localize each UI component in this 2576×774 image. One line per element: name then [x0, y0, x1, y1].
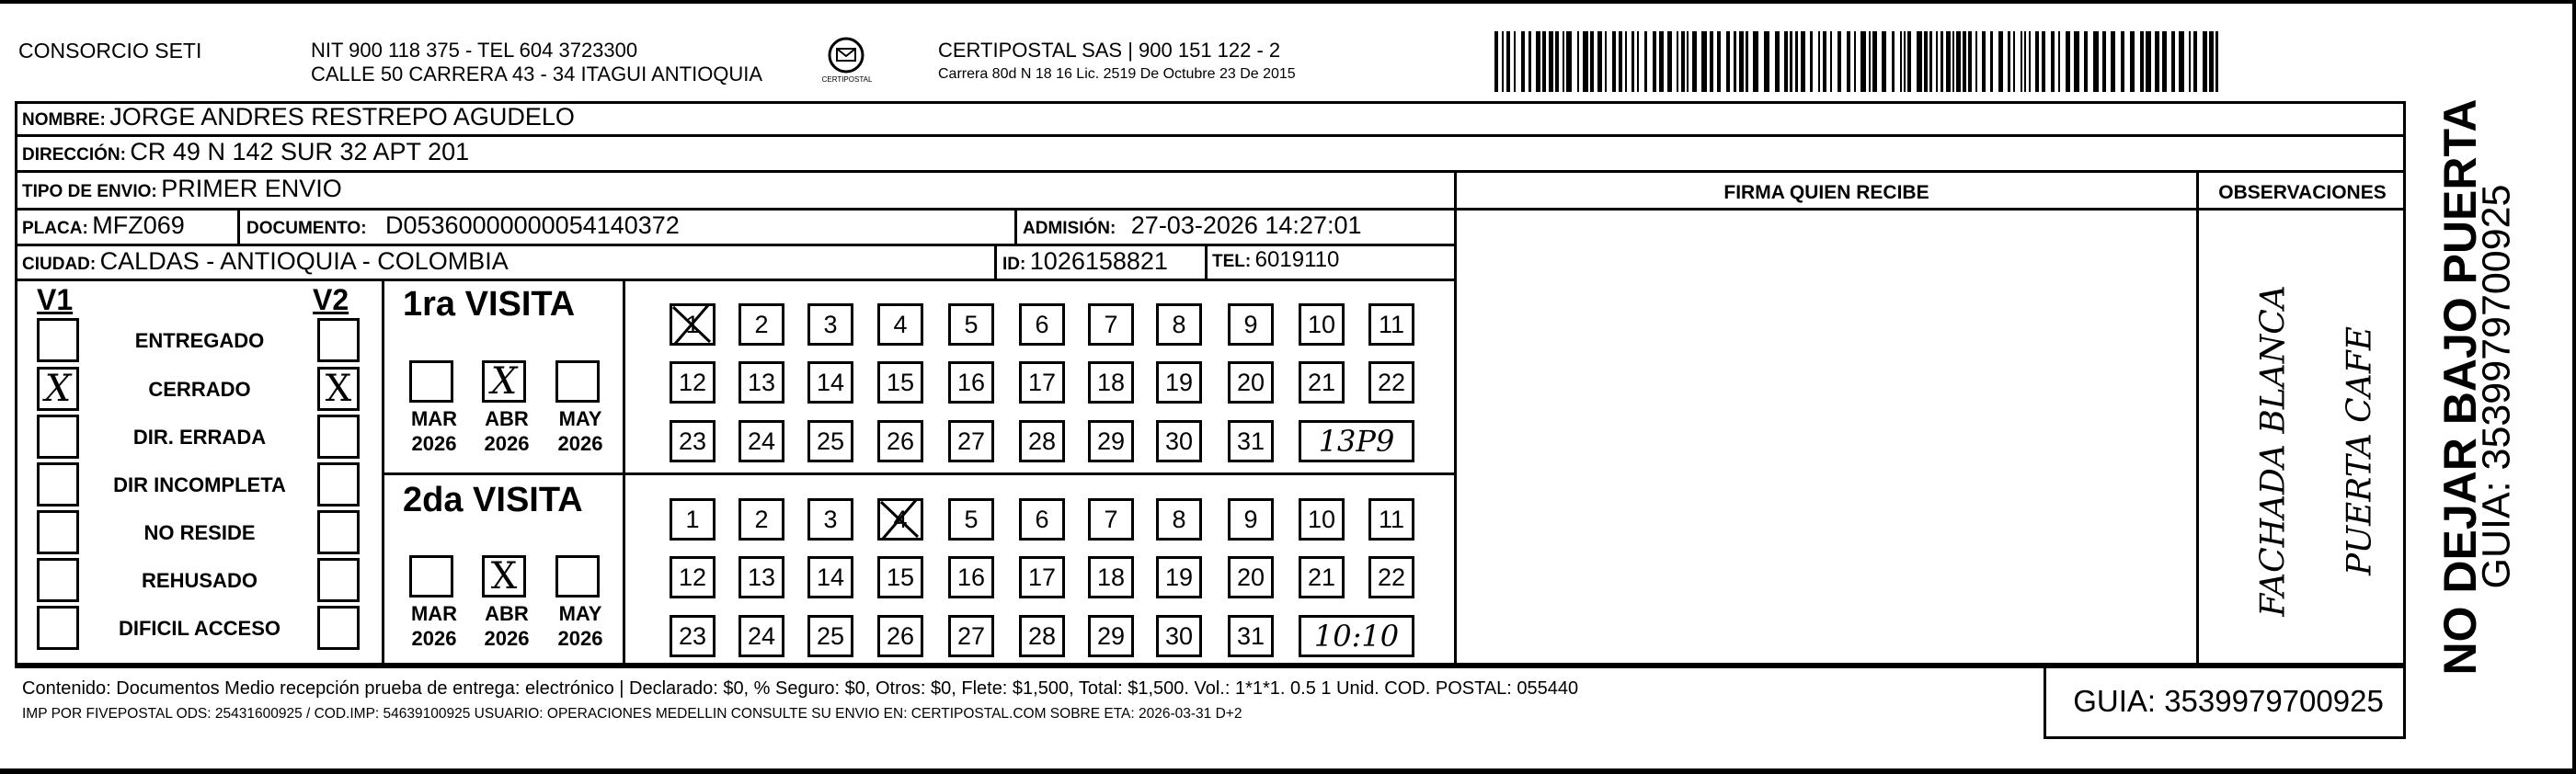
day-box[interactable]: 24 [738, 615, 784, 657]
v1-label: V1 [37, 283, 74, 316]
tipo-row [22, 175, 342, 203]
day-box[interactable]: 6 [1019, 498, 1065, 541]
status-v1-checkbox[interactable] [37, 510, 79, 554]
month-mark [412, 363, 451, 400]
month-year: 2026 [411, 432, 457, 455]
admision-label: ADMISIÓN: [1023, 219, 1116, 238]
status-v1-checkbox[interactable] [37, 462, 79, 507]
day-box[interactable]: 3 [807, 498, 853, 541]
month-name: ABR [485, 407, 529, 430]
day-box[interactable]: 19 [1156, 361, 1202, 404]
month-name: ABR [485, 602, 529, 625]
day-box[interactable]: 23 [670, 615, 716, 657]
status-v2-mark: X [325, 368, 352, 410]
status-v1-mark [40, 465, 76, 504]
ciudad-label: CIUDAD: [22, 255, 97, 274]
status-v1-mark [40, 609, 76, 647]
status-v2-mark [320, 609, 357, 647]
day-box[interactable]: 5 [948, 303, 994, 346]
ciudad-cell [22, 247, 509, 276]
day-box[interactable]: 13 [738, 361, 784, 404]
day-box[interactable]: 16 [948, 556, 994, 598]
day-box[interactable]: 5 [948, 498, 994, 541]
tipo-label: TIPO DE ENVIO: [22, 182, 157, 201]
month-name: MAY [558, 407, 602, 430]
footer-guia: GUIA: 3539979700925 [2073, 684, 2384, 718]
certipostal-logo [819, 35, 874, 88]
month-label [402, 406, 466, 456]
status-v1-mark [40, 321, 76, 359]
footer-line-1: Contenido: Documentos Medio recepción prueba de entrega: electrónico | Declarado: $0, % Seguro: $0, Otros: $0, Flete: $1,500, Total: $1,500. Vol.: 1*1*1. 0.5 1 Unid. COD. POSTAL: 055440 [22, 678, 1579, 699]
tel-value: 6019110 [1254, 247, 1340, 272]
day-box[interactable]: 25 [807, 615, 853, 657]
month-year: 2026 [484, 627, 530, 650]
nombre-label: NOMBRE: [22, 110, 106, 130]
observaciones-note-2: FACHADA BLANCA [2254, 285, 2293, 617]
day-box[interactable]: 2 [738, 303, 784, 346]
company-name: CONSORCIO SETI [18, 39, 202, 63]
day-box[interactable]: 22 [1368, 556, 1414, 598]
month-name: MAR [410, 602, 458, 625]
side-warning: NO DEJAR BAJO PUERTA [2434, 98, 2486, 676]
status-v1-checkbox[interactable] [37, 558, 79, 602]
day-box[interactable]: 26 [877, 615, 923, 657]
nombre-row [22, 103, 575, 131]
license-line: Carrera 80d N 18 16 Lic. 2519 De Octubre 23 De 2015 [938, 66, 1296, 82]
tel-cell [1212, 247, 1339, 273]
month-checkbox[interactable] [409, 360, 453, 403]
placa-label: PLACA: [22, 219, 88, 238]
day-box[interactable]: 18 [1088, 361, 1134, 404]
day-box[interactable]: 20 [1228, 361, 1274, 404]
month-label [475, 601, 539, 651]
month-year: 2026 [484, 432, 530, 455]
day-box[interactable]: 30 [1156, 615, 1202, 657]
day-box[interactable]: 30 [1156, 420, 1202, 462]
day-box[interactable]: 24 [738, 420, 784, 462]
tipo-value: PRIMER ENVIO [161, 175, 342, 202]
day-box[interactable]: 8 [1156, 303, 1202, 346]
visit-time-box[interactable]: 13P9 [1299, 420, 1414, 462]
day-box[interactable]: 11 [1368, 498, 1414, 541]
day-box[interactable]: 20 [1228, 556, 1274, 598]
status-v1-checkbox[interactable] [37, 367, 79, 411]
status-v2-mark [320, 465, 357, 504]
status-v2-checkbox[interactable] [317, 606, 360, 650]
logo-caption: CERTIPOSTAL [821, 75, 873, 84]
id-value: 1026158821 [1029, 247, 1168, 275]
placa-value: MFZ069 [92, 211, 185, 239]
tel-label: TEL: [1212, 252, 1252, 271]
placa-cell [22, 211, 185, 240]
day-box[interactable]: 22 [1368, 361, 1414, 404]
day-box[interactable]: 9 [1228, 303, 1274, 346]
month-year: 2026 [557, 627, 603, 650]
day-box[interactable]: 14 [807, 556, 853, 598]
month-mark [558, 558, 597, 595]
admision-value: 27-03-2026 14:27:01 [1130, 211, 1362, 239]
day-box[interactable]: 15 [877, 361, 923, 404]
status-v1-checkbox[interactable] [37, 415, 79, 459]
status-v2-mark [320, 561, 357, 599]
visit2-title: 2da VISITA [403, 481, 583, 519]
month-name: MAR [410, 407, 458, 430]
day-box[interactable]: 19 [1156, 556, 1202, 598]
certipostal-line: CERTIPOSTAL SAS | 900 151 122 - 2 [938, 39, 1281, 62]
day-box[interactable]: 27 [948, 615, 994, 657]
barcode [1494, 31, 2226, 92]
status-label: DIR INCOMPLETA [113, 473, 286, 496]
day-box[interactable]: 6 [1019, 303, 1065, 346]
day-box[interactable]: 13 [738, 556, 784, 598]
day-box[interactable]: 2 [738, 498, 784, 541]
firma-label: FIRMA QUIEN RECIBE [1723, 182, 1929, 203]
direccion-value: CR 49 N 142 SUR 32 APT 201 [130, 138, 470, 165]
v2-label: V2 [313, 283, 349, 316]
day-box[interactable]: 26 [877, 420, 923, 462]
day-box[interactable]: 11 [1368, 303, 1414, 346]
month-mark: X [490, 360, 518, 403]
visit1-title: 1ra VISITA [403, 285, 576, 324]
status-label: DIFICIL ACCESO [118, 617, 280, 640]
month-checkbox[interactable] [555, 555, 600, 598]
day-box[interactable]: 8 [1156, 498, 1202, 541]
month-checkbox[interactable] [409, 555, 453, 598]
month-label [402, 601, 466, 651]
day-box[interactable]: 29 [1088, 615, 1134, 657]
status-label: REHUSADO [142, 569, 258, 592]
month-label [548, 601, 613, 651]
status-v1-checkbox[interactable] [37, 318, 79, 362]
day-box[interactable]: 28 [1019, 420, 1065, 462]
status-label: CERRADO [148, 378, 251, 401]
observaciones-label: OBSERVACIONES [2218, 182, 2387, 203]
day-box[interactable]: 14 [807, 361, 853, 404]
status-v2-checkbox[interactable] [317, 318, 360, 362]
day-box[interactable]: 31 [1228, 615, 1274, 657]
day-box[interactable]: 4 [877, 303, 923, 346]
status-v1-mark [40, 513, 76, 552]
month-checkbox[interactable] [482, 360, 526, 403]
day-box[interactable]: 16 [948, 361, 994, 404]
day-box[interactable]: 28 [1019, 615, 1065, 657]
day-box[interactable]: 23 [670, 420, 716, 462]
month-name: MAY [558, 602, 602, 625]
documento-cell [246, 211, 680, 240]
day-box[interactable]: 18 [1088, 556, 1134, 598]
observaciones-note-1: PUERTA CAFE [2341, 326, 2379, 575]
ciudad-value: CALDAS - ANTIOQUIA - COLOMBIA [99, 247, 509, 275]
status-v1-mark: X [44, 368, 72, 410]
status-label: DIR. ERRADA [132, 426, 267, 449]
month-checkbox[interactable] [482, 555, 526, 598]
month-checkbox[interactable] [555, 360, 600, 403]
day-box[interactable]: 15 [877, 556, 923, 598]
visit-time-box[interactable]: 10:10 [1299, 615, 1414, 657]
status-v2-checkbox[interactable] [317, 558, 360, 602]
direccion-row [22, 138, 469, 166]
day-box[interactable]: 7 [1088, 303, 1134, 346]
day-box[interactable]: 1 [670, 498, 716, 541]
day-box[interactable]: 10 [1299, 498, 1345, 541]
status-v2-checkbox[interactable] [317, 367, 360, 411]
month-mark: X [490, 555, 518, 598]
side-guia: GUIA: 3539979700925 [2474, 184, 2519, 589]
documento-value: D05360000000054140372 [385, 211, 680, 239]
barcode-icon [1494, 31, 2226, 92]
day-box[interactable]: 12 [670, 361, 716, 404]
day-mark-icon [874, 495, 925, 544]
day-mark-icon [666, 300, 717, 349]
day-box[interactable]: 29 [1088, 420, 1134, 462]
day-box[interactable]: 10 [1299, 303, 1345, 346]
status-label: NO RESIDE [143, 521, 256, 544]
status-v2-mark [320, 321, 357, 359]
month-year: 2026 [411, 627, 457, 650]
status-v1-checkbox[interactable] [37, 606, 79, 650]
month-mark [558, 363, 597, 400]
nit-line: NIT 900 118 375 - TEL 604 3723300 [311, 39, 638, 62]
day-box[interactable]: 7 [1088, 498, 1134, 541]
direccion-label: DIRECCIÓN: [22, 145, 126, 165]
status-v2-mark [320, 417, 357, 456]
documento-label: DOCUMENTO: [246, 219, 367, 238]
month-label [548, 406, 613, 456]
month-year: 2026 [557, 432, 603, 455]
admision-cell [1023, 211, 1362, 240]
day-box[interactable]: 4 [877, 498, 923, 541]
status-v2-checkbox[interactable] [317, 462, 360, 507]
status-v1-mark [40, 417, 76, 456]
id-label: ID: [1002, 255, 1026, 274]
day-box[interactable]: 31 [1228, 420, 1274, 462]
id-cell [1002, 247, 1168, 276]
day-box[interactable]: 25 [807, 420, 853, 462]
month-label [475, 406, 539, 456]
day-box[interactable]: 9 [1228, 498, 1274, 541]
day-box[interactable]: 27 [948, 420, 994, 462]
day-box[interactable]: 1 [670, 303, 716, 346]
day-box[interactable]: 17 [1019, 556, 1065, 598]
day-box[interactable]: 3 [807, 303, 853, 346]
status-v2-checkbox[interactable] [317, 510, 360, 554]
day-box[interactable]: 21 [1299, 556, 1345, 598]
status-label: ENTREGADO [134, 329, 265, 352]
nombre-value: JORGE ANDRES RESTREPO AGUDELO [109, 103, 575, 131]
footer-line-2: IMP POR FIVEPOSTAL ODS: 25431600925 / COD.IMP: 54639100925 USUARIO: OPERACIONES MEDELLIN CONSULTE SU ENVIO EN: CERTIPOSTAL.COM SOBRE ETA: 2026-03-31 D+2 [22, 706, 1242, 722]
day-box[interactable]: 17 [1019, 361, 1065, 404]
address-line: CALLE 50 CARRERA 43 - 34 ITAGUI ANTIOQUIA [311, 63, 763, 85]
status-v2-mark [320, 513, 357, 552]
month-mark [412, 558, 451, 595]
day-box[interactable]: 21 [1299, 361, 1345, 404]
status-v2-checkbox[interactable] [317, 415, 360, 459]
day-box[interactable]: 12 [670, 556, 716, 598]
status-v1-mark [40, 561, 76, 599]
